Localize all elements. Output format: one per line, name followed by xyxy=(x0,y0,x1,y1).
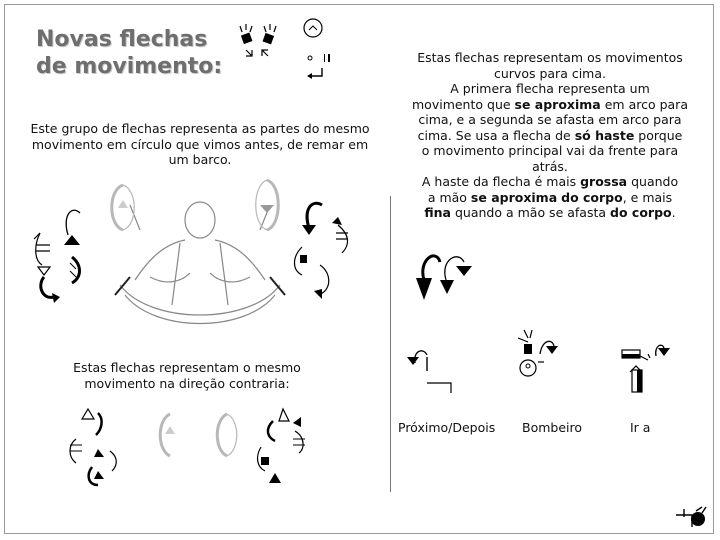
left-contrary-text: Estas flechas representam o mesmo movimento na direção contraria: xyxy=(73,360,301,391)
right-line-1: Estas flechas representam os movimentos xyxy=(417,50,683,65)
curved-up-arrows xyxy=(410,250,480,305)
right-line-2: curvos para cima. xyxy=(494,65,606,81)
right-line-11: fina quando a mão se afasta do corpo. xyxy=(424,205,676,220)
circular-arrow-grey-1 xyxy=(108,180,138,235)
signwriting-hands-symbol xyxy=(236,20,296,65)
page-title xyxy=(36,26,236,80)
label-proximo-depois: Próximo/Depois xyxy=(398,420,496,435)
label-ir-a: Ir a xyxy=(630,420,651,435)
left-intro-text: Este grupo de flechas representa as partes do mesmo movimento em círculo que vimos antes, de remar em um barco. xyxy=(30,121,370,167)
title-line-1: Novas flechas xyxy=(36,27,208,52)
label-bombeiro: Bombeiro xyxy=(522,420,583,435)
sign-proximo-depois xyxy=(405,345,455,395)
right-line-4: movimento que se aproxima em arco para xyxy=(412,96,688,112)
right-line-8: atrás. xyxy=(532,158,568,174)
right-line-6: cima. Se usa a flecha de só haste porque xyxy=(417,127,683,143)
right-line-7: o movimento principal vai da frente para xyxy=(421,143,679,158)
arrow-group-left xyxy=(32,205,92,305)
right-line-5: cima, e a segunda se afasta em arco para xyxy=(418,112,682,127)
right-paragraph xyxy=(400,50,700,221)
right-line-3: A primera flecha representa um xyxy=(450,81,650,96)
contrary-circular-grey-1 xyxy=(155,410,185,460)
title-line-2: de movimento: xyxy=(36,54,223,79)
signwriting-logo-icon xyxy=(674,505,710,530)
contrary-arrows-left xyxy=(62,405,127,490)
arrow-group-right xyxy=(292,195,362,305)
right-line-9: A haste da flecha é mais grossa quando xyxy=(421,174,679,189)
sign-bombeiro xyxy=(512,328,560,383)
signwriting-face-symbol xyxy=(298,16,338,81)
contrary-circular-grey-2 xyxy=(212,410,242,460)
sign-ir-a xyxy=(620,340,670,395)
circular-arrow-grey-2 xyxy=(252,175,282,235)
vertical-divider xyxy=(390,196,391,492)
contrary-arrows-right xyxy=(255,405,315,490)
right-line-10: a mão se aproxima do corpo, e mais xyxy=(427,189,673,205)
